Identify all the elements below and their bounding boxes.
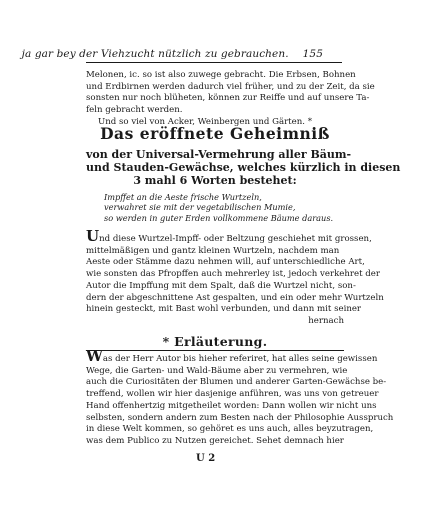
- text-line: hinein gesteckt, mit Bast wohl verbunden, und dann mit seiner: [86, 304, 362, 315]
- text-line: mittelmäßigen und gantz kleinen Wurtzeln, nachdem man: [86, 245, 340, 256]
- text-line: und Erdbirnen werden dadurch viel früher, und zu der Zeit, da sie: [86, 81, 375, 92]
- section-heading: Das eröffnete Geheimniß: [100, 124, 330, 143]
- text-line-rest: as der Herr Autor bis hieher referiret, hat alles seine gewissen: [102, 354, 378, 364]
- text-line: sonsten nur noch blüheten, können zur Reiffe und auf unsere Ta-: [86, 93, 370, 104]
- text-line: wie sonsten das Pfropffen auch mehrerley ist, jedoch verkehret der: [86, 269, 380, 280]
- text-line: selbsten, sondern andern zum Besten nach der Philosophie Ausspruch: [86, 412, 394, 423]
- text-line: Hand offenhertzig mitgetheilet worden: Dann wollen wir nicht uns: [86, 400, 377, 411]
- recipe-verse: [104, 192, 344, 223]
- page-number: 155: [302, 48, 323, 60]
- text-line: Autor die Impffung mit dem Spalt, daß die Wurtzel nicht, son-: [86, 280, 356, 291]
- erlaeuterung-rule: [86, 350, 344, 351]
- text-line: Und so viel von Acker, Weinbergen und Gärten. *: [98, 116, 313, 127]
- text-line: [86, 347, 378, 366]
- erlaeuterung-heading: * Erläuterung.: [162, 334, 268, 349]
- text-line: Aeste oder Stämme dazu nehmen will, auf unterschiedliche Art,: [86, 257, 365, 268]
- paragraph-grafting: [86, 227, 384, 328]
- running-head: [0, 48, 423, 60]
- text-line: dern der abgeschnittene Ast gespalten, und ein oder mehr Wurtzeln: [86, 292, 384, 303]
- paragraph-intro: [86, 70, 375, 129]
- subheading-line: 3 mahl 6 Worten bestehet:: [133, 174, 297, 188]
- header-rule: [86, 62, 342, 63]
- catchword: hernach: [308, 315, 344, 326]
- text-line: treffend, wollen wir hier dasjenige anführen, was uns von getreuer: [86, 389, 379, 400]
- running-title: ja gar bey der Viehzucht nützlich zu gebrauchen.: [21, 48, 289, 60]
- text-line: Wege, die Garten- und Wald-Bäume aber zu vermehren, wie: [86, 365, 348, 376]
- drop-cap: W: [86, 347, 103, 365]
- subheading-line: und Stauden-Gewächse, welches kürzlich in diesen: [86, 161, 401, 175]
- text-line: Melonen, ic. so ist also zuwege gebracht. Die Erbsen, Bohnen: [86, 70, 356, 80]
- text-line: [86, 227, 372, 246]
- signature-mark: U 2: [196, 453, 216, 464]
- verse-line: verwahret sie mit der vegetabilischen Mumie,: [104, 202, 296, 213]
- text-line-rest: nd diese Wurtzel-Impff- oder Beltzung geschiehet mit grossen,: [99, 234, 372, 244]
- drop-cap: U: [86, 227, 100, 245]
- text-line: was dem Publico zu Nutzen gereichet. Sehet demnach hier: [86, 435, 344, 446]
- text-line: feln gebracht werden.: [86, 105, 183, 116]
- text-line: auch die Curiositäten der Blumen und anderer Garten-Gewächse be-: [86, 377, 387, 388]
- section-subheading: [86, 148, 401, 188]
- verse-line: so werden in guter Erden vollkommene Bäume daraus.: [104, 212, 334, 223]
- text-line: in diese Welt kommen, so gehöret es uns auch, alles beyzutragen,: [86, 424, 374, 435]
- subheading-line: von der Universal-Vermehrung aller Bäum-: [86, 148, 352, 161]
- paragraph-erlaeuterung: [86, 347, 394, 448]
- verse-line: Impffet an die Aeste frische Wurtzeln,: [104, 192, 262, 202]
